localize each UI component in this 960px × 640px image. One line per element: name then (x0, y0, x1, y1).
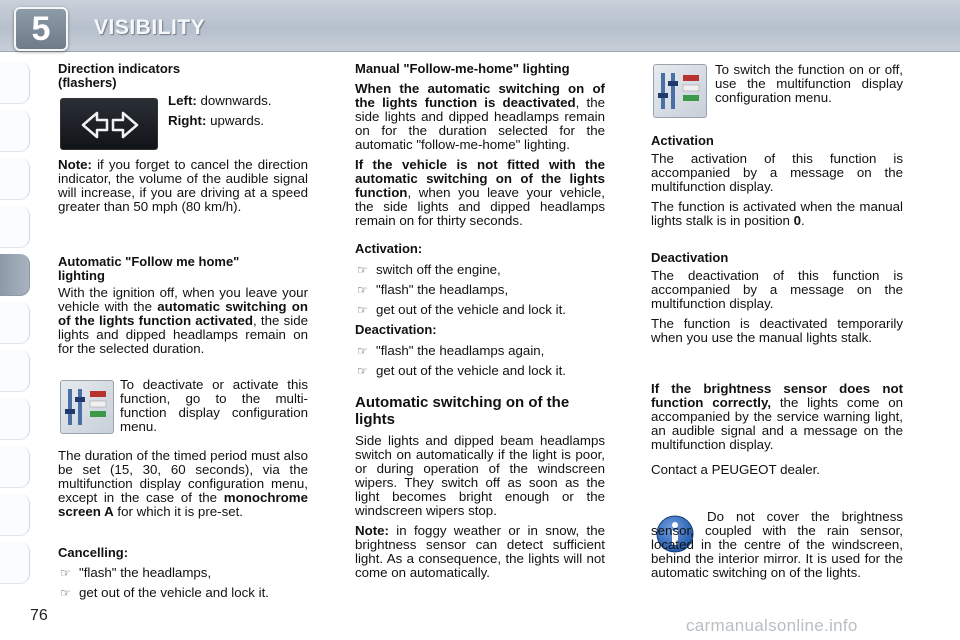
cancel-list (58, 566, 308, 606)
activation-text-2a: The function is activated when the manual lights stalk is in position (651, 199, 903, 228)
pointing-hand-icon: ☞ (60, 586, 71, 600)
contact-dealer-text: Contact a PEUGEOT dealer. (651, 462, 821, 477)
multifunction-display-menu-icon (653, 64, 707, 118)
auto-follow-me-home-heading: Automatic "Follow me home" lighting (58, 254, 240, 283)
fog-note (355, 524, 605, 580)
not-fitted-bold: If the vehicle is not fitted with the automatic switching on of the lights function (355, 157, 605, 200)
chapter-tab-10[interactable] (0, 494, 30, 536)
note-direction (58, 158, 308, 214)
brightness-sensor-info: Do not cover the brightness sensor, coupled with the rain sensor, located in the centre of the windscreen, behind the interior mirror. It is used for the automatic switching on of the lights. (651, 509, 903, 580)
chapter-tab-4[interactable] (0, 206, 30, 248)
auto-text-1: With the ignition off, when you leave your vehicle with the (58, 285, 308, 314)
duration-bold: monochrome screen A (58, 490, 308, 519)
chapter-tab-3[interactable] (0, 158, 30, 200)
duration-text-2: for which it is pre-set. (113, 504, 244, 519)
auto-switching-text: Side lights and dipped beam headlamps switch on automatically if the light is poor, or during operation of the windscreen wipers. They switch off as soon as the light becomes bright enough or the windscreen wipers stop. (355, 433, 605, 518)
list-item: ☞ "flash" the headlamps, (357, 282, 509, 297)
list-item: ☞ get out of the vehicle and lock it. (357, 302, 566, 317)
sensor-warning-text (651, 382, 903, 452)
list-item: ☞ get out of the vehicle and lock it. (60, 585, 269, 600)
chapter-tab-7[interactable] (0, 350, 30, 392)
note-label: Note: (355, 523, 389, 538)
auto-switching-heading: Automatic switching on of the lights (355, 394, 570, 428)
cancelling-heading: Cancelling: (58, 545, 129, 560)
manual-text: , the side lights and dipped headlamps remain on for the duration selected for the automatic "follow-me-home" lighting. (355, 95, 605, 152)
manual-bold: When the automatic switching on of the lights function is deactivated (355, 81, 605, 110)
list-item: ☞ "flash" the headlamps, (60, 565, 212, 580)
not-fitted-text (355, 158, 605, 228)
auto-text-2: , the side lights and dipped headlamps remain on for the selected duration. (58, 313, 309, 356)
activation-list (355, 263, 605, 317)
deactivate-instructions: To deactivate or activate this function, go to the multi-function display configuration menu. (120, 377, 308, 434)
watermark: carmanualsonline.info (686, 616, 858, 635)
column-middle (355, 62, 605, 586)
pointing-hand-icon: ☞ (60, 566, 71, 580)
left-right-legend (168, 94, 308, 134)
right-value: upwards. (206, 113, 265, 128)
menu-icon-graphic (61, 381, 113, 433)
list-item: ☞ "flash" the headlamps again, (357, 343, 545, 358)
chapter-tab-6[interactable] (0, 302, 30, 344)
sensor-text: the lights come on accompanied by the service warning light, an audible signal and a message on the multifunction display. (651, 395, 904, 452)
chapter-tab-11[interactable] (0, 542, 30, 584)
deactivation-heading: Deactivation: (355, 322, 437, 337)
chapter-number-badge: 5 (14, 7, 68, 51)
direction-arrows-icon (60, 98, 158, 150)
switch-function-text: To switch the function on or off, use the multifunction display configuration menu. (715, 62, 903, 105)
deactivation-heading-right: Deactivation (651, 250, 729, 265)
column-left (58, 61, 309, 600)
chapter-tab-5-active[interactable] (0, 254, 30, 296)
pointing-hand-icon: ☞ (357, 283, 368, 297)
page-number: 76 (30, 607, 48, 624)
activation-text-2: The function is activated when the manual lights stalk is in position 0. (651, 199, 903, 228)
page-title: VISIBILITY (94, 16, 206, 39)
manual-follow-me-home-heading: Manual "Follow-me-home" lighting (355, 61, 570, 76)
stalk-position: 0 (793, 213, 802, 228)
chapter-tab-1[interactable] (0, 62, 30, 104)
deactivation-text-2: The function is deactivated temporarily when you use the manual lights stalk. (651, 316, 903, 345)
menu-icon-graphic (654, 65, 706, 117)
page-header (0, 0, 960, 52)
activation-heading: Activation: (355, 241, 423, 256)
left-value: downwards. (196, 93, 272, 108)
chapter-tab-2[interactable] (0, 110, 30, 152)
auto-follow-me-home-text (58, 286, 308, 356)
activation-block (651, 152, 903, 234)
right-label: Right: (168, 113, 207, 128)
left-label: Left: (168, 93, 197, 108)
direction-arrows-graphic (61, 99, 159, 151)
deactivation-block (651, 269, 903, 351)
pointing-hand-icon: ☞ (357, 263, 368, 277)
pointing-hand-icon: ☞ (357, 364, 368, 378)
pointing-hand-icon: ☞ (357, 303, 368, 317)
list-item: ☞ get out of the vehicle and lock it. (357, 363, 566, 378)
manual-follow-me-home-text (355, 82, 605, 152)
pointing-hand-icon: ☞ (357, 344, 368, 358)
chapter-tab-9[interactable] (0, 446, 30, 488)
deactivation-list (355, 344, 605, 378)
chapter-tab-8[interactable] (0, 398, 30, 440)
fog-note-text: in foggy weather or in snow, the brightness sensor can detect sufficient light. As a consequence, the lights will not come on automatically. (355, 523, 605, 580)
deactivation-text-1: The deactivation of this function is accompanied by a message on the multifunction display. (651, 268, 903, 311)
list-item: ☞ switch off the engine, (357, 262, 501, 277)
activation-text-1: The activation of this function is accompanied by a message on the multifunction display. (651, 151, 903, 194)
multifunction-display-menu-icon (60, 380, 114, 434)
activation-heading-right: Activation (651, 133, 714, 148)
auto-bold: automatic switching on of the lights function activated (58, 299, 308, 328)
not-fitted-rest: , when you leave your vehicle, the side lights and dipped headlamps remain on for thirty seconds. (355, 185, 605, 228)
sensor-bold: If the brightness sensor does not function correctly, (651, 381, 903, 410)
note-text: if you forget to cancel the direction indicator, the volume of the audible signal will increase, if you are driving at a speed greater than 50 mph (80 km/h). (58, 157, 308, 214)
duration-text-1: The duration of the timed period must also be set (15, 30, 60 seconds), via the multifunction display configuration menu, except in the case of the (58, 448, 308, 505)
chapter-tab-strip (0, 52, 30, 592)
timed-period-text (58, 449, 308, 519)
note-label: Note: (58, 157, 92, 172)
direction-indicators-heading: Direction indicators (flashers) (58, 61, 181, 90)
